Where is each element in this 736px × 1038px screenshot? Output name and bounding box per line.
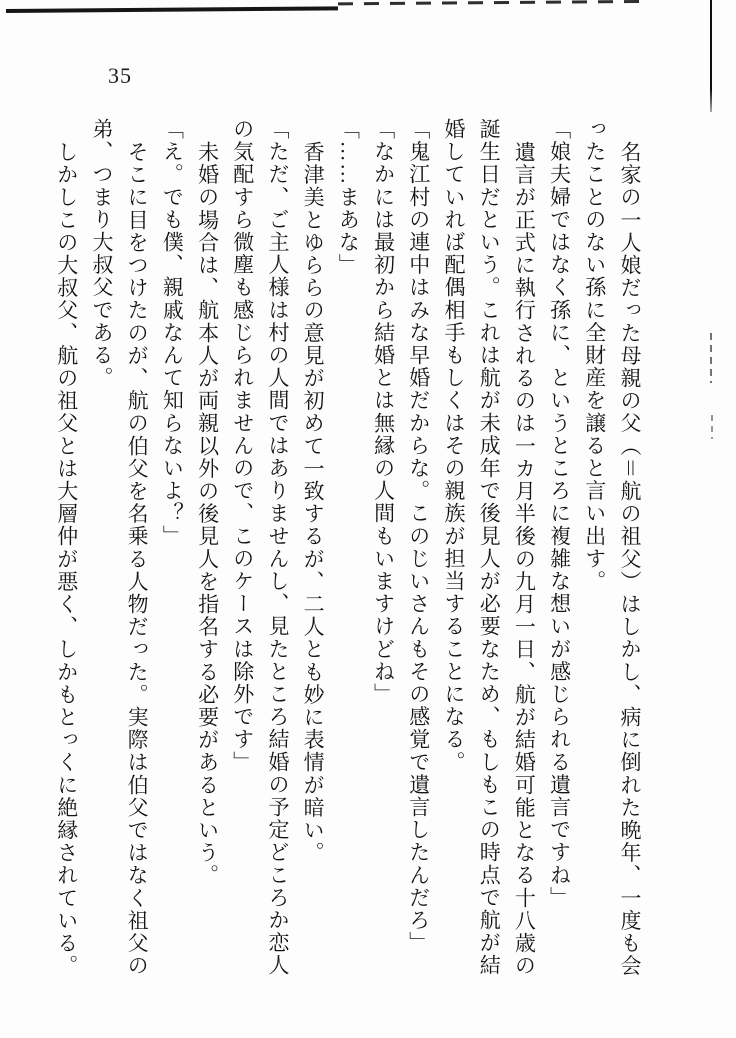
paragraph: 「娘夫婦ではなく孫に、というところに複雑な想いが感じられる遺言ですね」 xyxy=(547,118,572,909)
scan-artifact-right-edge-line xyxy=(710,0,712,112)
paragraph: 「鬼江村の連中はみな早婚だからな。このじいさんもその感覚で遺言したんだろ」 xyxy=(406,118,431,955)
paragraph: 遺言が正式に執行されるのは一カ月半後の九月一日、航が結婚可能となる十八歳の誕生日だという。これは航が未成年で後見人が必要なため、もしもこの時点で航が結婚していれば配偶相手もしくはその親族が担当することになる。 xyxy=(441,118,537,978)
scan-artifact-right-edge-dashes xyxy=(711,415,713,439)
paragraph: 「ただ、ご主人様は村の人間ではありませんし、見たところ結婚の予定どころか恋人の気配すら微塵も感じられませんので、このケースは除外です」 xyxy=(230,118,290,977)
paragraph: 未婚の場合は、航本人が両親以外の後見人を指名する必要があるという。 xyxy=(195,141,220,887)
paragraph: 香津美とゆららの意見が初めて一致するが、二人とも妙に表情が暗い。 xyxy=(301,141,326,865)
scan-artifact-top-dashed-line xyxy=(338,0,648,5)
paragraph: しかしこの大叔父、航の祖父とは大層仲が悪く、しかもとっくに絶縁されている。 xyxy=(54,141,79,978)
page-number: 35 xyxy=(108,63,132,88)
scan-artifact-top-solid-line xyxy=(6,6,338,13)
paragraph: そこに目をつけたのが、航の伯父を名乗る人物だった。実際は伯父ではなく祖父の弟、つまり大叔父である。 xyxy=(89,118,150,978)
body-text-vertical xyxy=(49,118,647,996)
paragraph: 「え。でも僕、親戚なんて知らないよ？」 xyxy=(160,118,185,548)
paragraph: 「……まあな」 xyxy=(336,118,361,277)
scan-artifact-top-edge xyxy=(6,0,651,16)
paragraph: 名家の一人娘だった母親の父（＝航の祖父）はしかし、病に倒れた晩年、一度も会ったことのない孫に全財産を譲ると言い出す。 xyxy=(582,118,642,978)
scan-artifact-right-edge-dashes xyxy=(710,333,712,383)
paragraph: 「なかには最初から結婚とは無縁の人間もいますけどね」 xyxy=(371,118,396,706)
